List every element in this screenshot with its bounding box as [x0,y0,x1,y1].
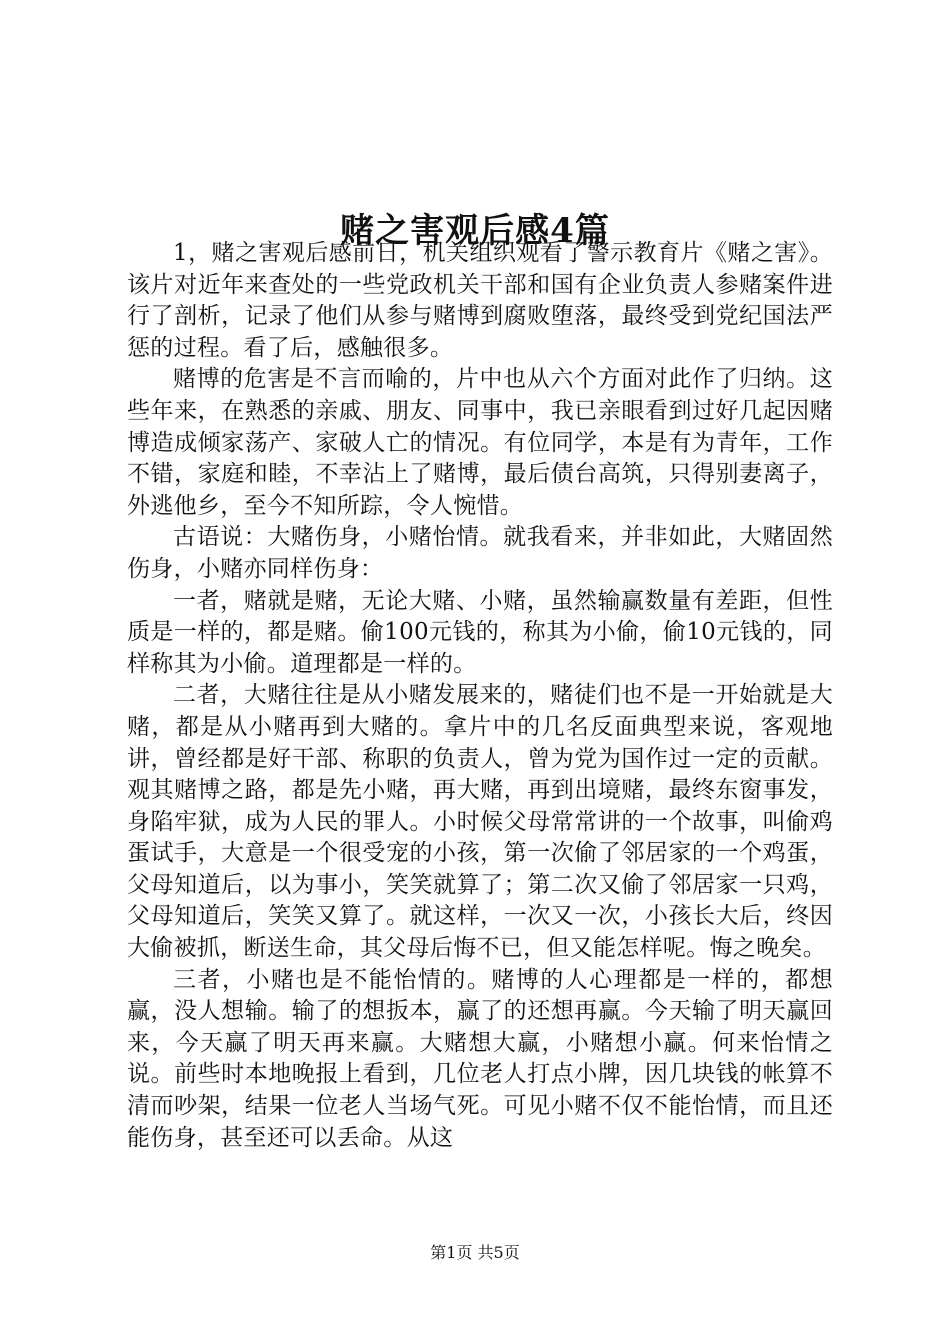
paragraph: 二者，大赌往往是从小赌发展来的，赌徒们也不是一开始就是大赌，都是从小赌再到大赌的。拿片中的几名反面典型来说，客观地讲，曾经都是好干部、称职的负责人，曾为党为国作过一定的贡献。观其赌博之路，都是先小赌，再大赌，再到出境赌，最终东窗事发，身陷牢狱，成为人民的罪人。小时候父母常常讲的一个故事，叫偷鸡蛋试手，大意是一个很受宠的小孩，第一次偷了邻居家的一个鸡蛋，父母知道后，以为事小，笑笑就算了；第二次又偷了邻居家一只鸡，父母知道后，笑笑又算了。就这样，一次又一次，小孩长大后，终因大偷被抓，断送生命，其父母后悔不已，但又能怎样呢。悔之晚矣。 [127,682,833,962]
paragraph: 赌博的危害是不言而喻的，片中也从六个方面对此作了归纳。这些年来，在熟悉的亲戚、朋友、同事中，我已亲眼看到过好几起因赌博造成倾家荡产、家破人亡的情况。有位同学，本是有为青年，工作不错，家庭和睦，不幸沾上了赌博，最后债台高筑，只得别妻离子，外逃他乡，至今不知所踪，令人惋惜。 [127,366,833,519]
paragraph: 一者，赌就是赌，无论大赌、小赌，虽然输赢数量有差距，但性质是一样的，都是赌。偷100元钱的，称其为小偷，偷10元钱的，同样称其为小偷。道理都是一样的。 [127,587,833,677]
paragraph: 古语说：大赌伤身，小赌怡情。就我看来，并非如此，大赌固然伤身，小赌亦同样伤身： [127,524,833,582]
paragraph: 1，赌之害观后感前日，机关组织观看了警示教育片《赌之害》。该片对近年来查处的一些党政机关干部和国有企业负责人参赌案件进行了剖析，记录了他们从参与赌博到腐败堕落，最终受到党纪国法严惩的过程。看了后，感触很多。 [127,240,833,361]
page-number-footer: 第1页 共5页 [430,1243,520,1262]
document-body [127,238,833,1154]
paragraph: 三者，小赌也是不能怡情的。赌博的人心理都是一样的，都想赢，没人想输。输了的想扳本，赢了的还想再赢。今天输了明天赢回来，今天赢了明天再来赢。大赌想大赢，小赌想小赢。何来怡情之说。前些时本地晚报上看到，几位老人打点小牌，因几块钱的帐算不清而吵架，结果一位老人当场气死。可见小赌不仅不能怡情，而且还能伤身，甚至还可以丢命。从这 [127,966,833,1151]
page-title: 赌之害观后感4篇 [340,210,610,251]
